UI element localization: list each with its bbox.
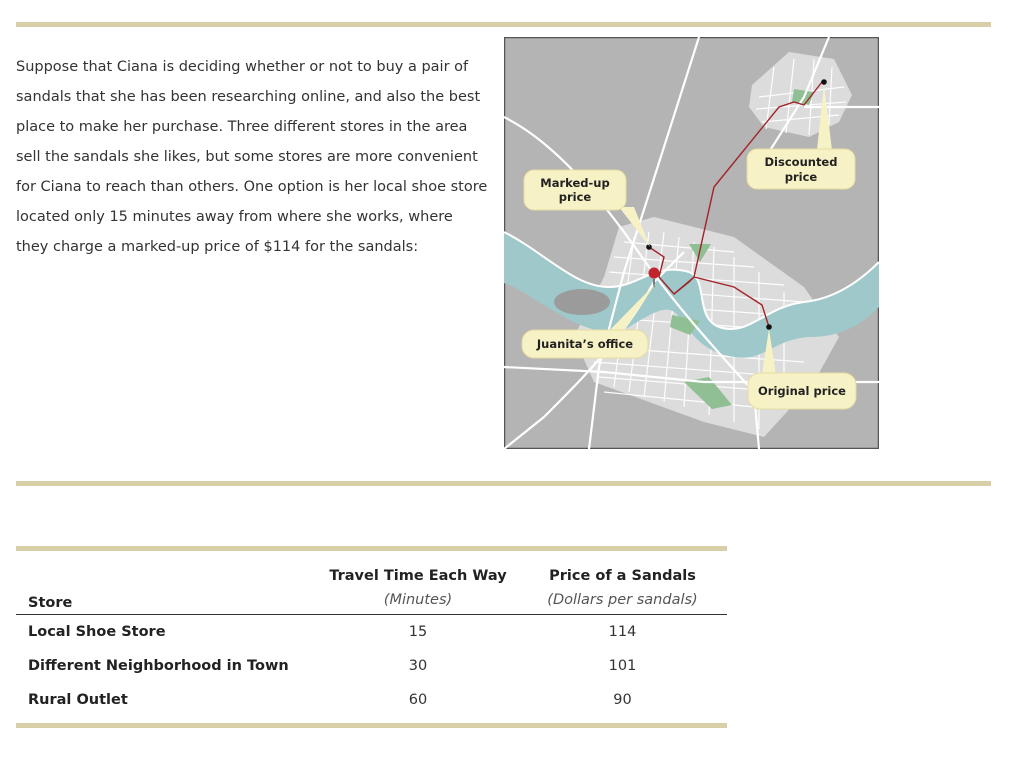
table-row — [16, 649, 727, 683]
table-row — [16, 683, 727, 717]
travel-time-value: 60 — [408, 692, 428, 708]
store-header-spacer — [16, 551, 318, 588]
travel-time-value: 30 — [408, 658, 428, 674]
marked-up-label-line2: price — [558, 190, 592, 204]
store-name: Different Neighborhood in Town — [28, 658, 289, 674]
price-value: 114 — [608, 624, 637, 640]
original-label: Original price — [758, 384, 846, 398]
intro-paragraph: Suppose that Ciana is deciding whether or not to buy a pair of sandals that she has been researching online, and also the best place to make her purchase. Three different stores in the area sell the sandals she likes, but some stores are more convenient for Ciana to reach than others. One option is her local shoe store located only 15 minutes away from where she works, where they charge a marked-up price of $114 for the sandals: — [16, 59, 488, 255]
lake — [554, 289, 610, 315]
travel-time-unit: (Minutes) — [318, 588, 518, 615]
marked-up-label-line1: Marked-up — [540, 176, 610, 190]
top-divider — [16, 22, 991, 27]
store-name: Local Shoe Store — [28, 624, 166, 640]
travel-time-header: Travel Time Each Way — [329, 568, 507, 584]
price-unit: (Dollars per sandals) — [518, 588, 727, 615]
table-row — [16, 615, 727, 650]
store-comparison-table — [16, 551, 727, 717]
store-header: Store — [16, 588, 318, 615]
store-dot-discounted — [821, 79, 827, 85]
travel-time-value: 15 — [408, 624, 428, 640]
store-dot-original — [766, 324, 772, 330]
store-name: Rural Outlet — [28, 692, 128, 708]
price-value: 90 — [613, 692, 632, 708]
price-header: Price of a Sandals — [549, 568, 696, 584]
price-value: 101 — [608, 658, 637, 674]
discounted-label-line1: Discounted — [764, 155, 838, 169]
middle-divider — [16, 481, 991, 486]
city-map — [504, 37, 879, 449]
table-bottom-rule — [16, 723, 727, 728]
discounted-label-line2: price — [784, 170, 818, 184]
store-comparison-table-wrap — [16, 546, 727, 728]
office-label: Juanita’s office — [536, 337, 634, 351]
